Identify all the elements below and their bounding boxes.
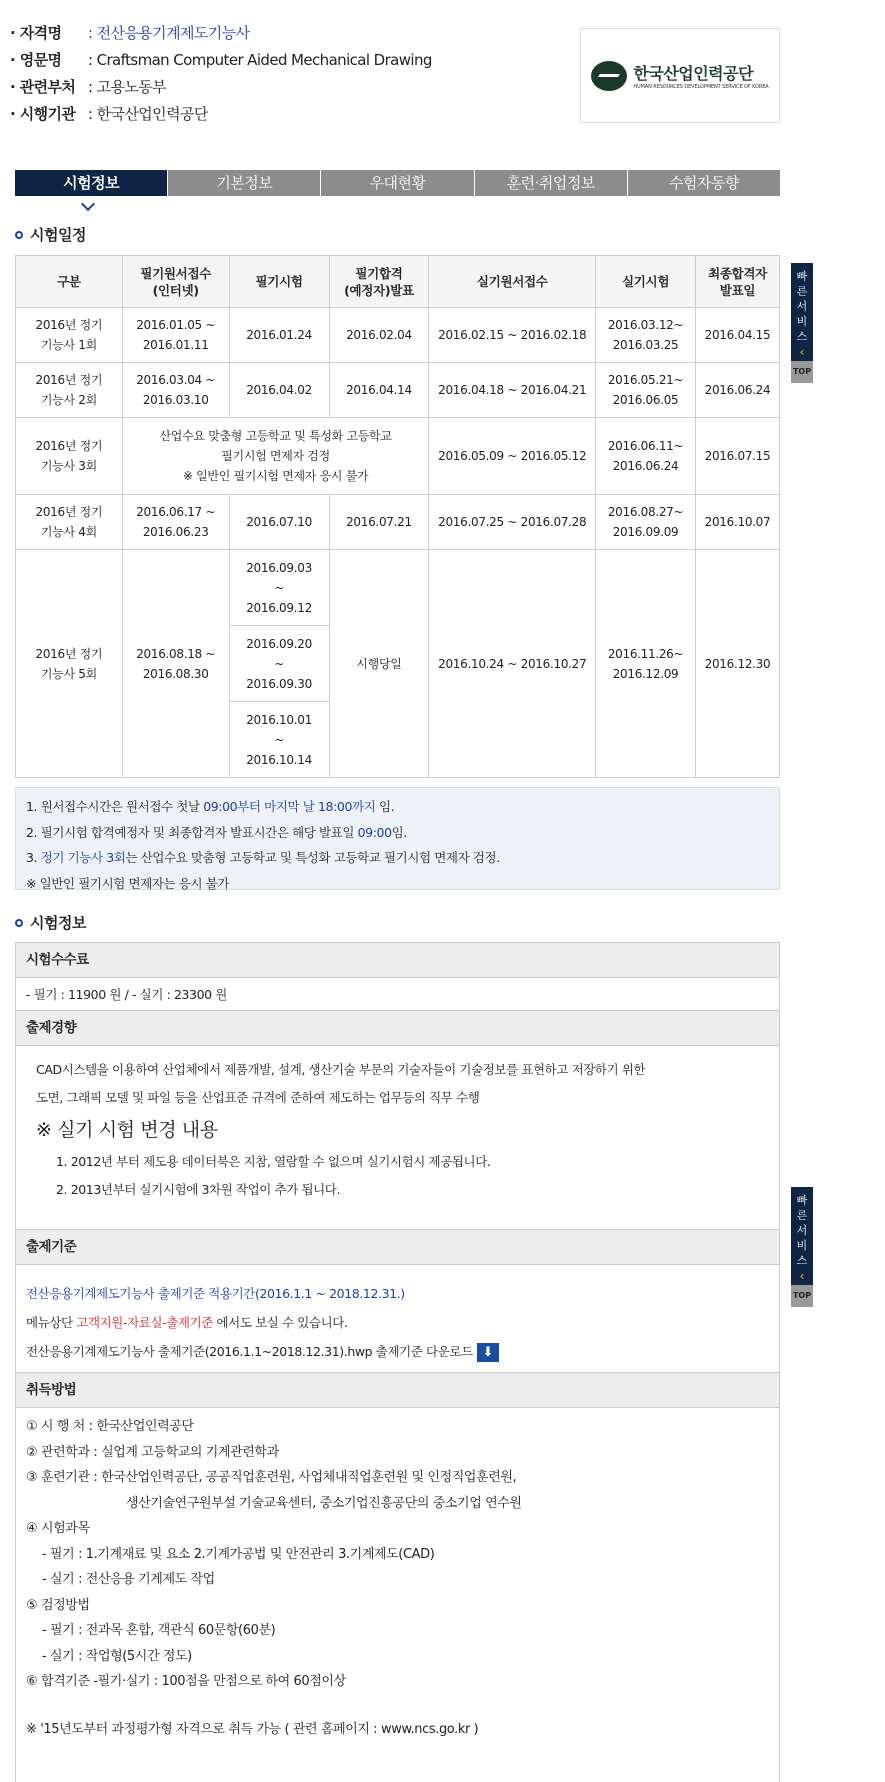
table-cell: 2016.03.12~ 2016.03.25 (596, 308, 696, 363)
note-line (26, 794, 769, 820)
acquisition-item: ④ 시험과목 (26, 1521, 90, 1536)
acquisition-item: 생산기술연구원부설 기술교육센터, 중소기업진흥공단의 중소기업 연수원 (126, 1495, 522, 1511)
note-highlight: 정기 기능사 3회 (40, 850, 126, 865)
agency-logo (580, 28, 780, 123)
tab-bar (15, 170, 780, 196)
acquisition-item: ② 관련학과 : 실업계 고등학교의 기계관련학과 (26, 1444, 279, 1460)
logo-mark-icon (591, 61, 627, 91)
table-row (16, 550, 780, 626)
tab-examinee-trends[interactable]: 수험자동향 (628, 170, 780, 196)
table-cell: 2016년 정기 기능사 3회 (16, 418, 123, 495)
table-header: 실기시험 (596, 256, 696, 308)
note-line: ※ 일반인 필기시험 면제자는 응시 불가 (26, 875, 230, 891)
standard-period-link[interactable]: 전산응용기계제도기능사 출제기준 적용기간(2016.1.1 ~ 2018.12.31.) (26, 1286, 405, 1301)
acquisition-item: - 실기 : 전산응용 기계제도 작업 (42, 1572, 215, 1587)
table-cell: 2016.06.24 (696, 363, 780, 418)
note-highlight: 09:00부터 마지막 날 18:00까지 (203, 799, 376, 814)
table-cell: 2016.12.30 (696, 550, 780, 778)
table-cell: 2016.05.21~ 2016.06.05 (596, 363, 696, 418)
qualification-info (10, 20, 432, 128)
standard-menu-text (26, 1308, 769, 1337)
note-text: 임. (375, 799, 395, 814)
table-cell: 2016.09.03 ~ 2016.09.12 (229, 550, 329, 626)
schedule-table (15, 255, 780, 778)
table-cell: 2016.07.15 (696, 418, 780, 495)
tab-basic-info[interactable]: 기본정보 (168, 170, 321, 196)
info-row-agency (10, 101, 432, 128)
tab-training-employment[interactable]: 훈련·취업정보 (475, 170, 628, 196)
trend-text: CAD시스템을 이용하여 산업체에서 제품개발, 설계, 생산기술 부문의 기술자들이 기술정보를 표현하고 저장하기 위한 (36, 1062, 646, 1077)
note-text: 3. (26, 850, 41, 865)
fee-text: - 필기 : 11900 원 / - 실기 : 23300 원 (16, 978, 779, 1011)
table-row (16, 495, 780, 550)
acquisition-item: ⑤ 검정방법 (26, 1597, 90, 1613)
active-tab-caret-icon (81, 197, 95, 211)
scroll-top-button[interactable]: TOP (791, 361, 813, 383)
table-header: 필기원서접수 (인터넷) (122, 256, 229, 308)
exam-info-box (15, 942, 780, 1782)
table-header: 필기시험 (229, 256, 329, 308)
table-header: 최종합격자 발표일 (696, 256, 780, 308)
table-cell: 시행당일 (329, 550, 429, 778)
trend-body (16, 1046, 779, 1230)
table-cell: 2016.02.15 ~ 2016.02.18 (429, 308, 596, 363)
trend-text: 1. 2012년 부터 제도용 데이터북은 지참, 열람할 수 없으며 실기시험시 제공됩니다. (56, 1154, 491, 1169)
table-cell: 2016.04.14 (329, 363, 429, 418)
trend-text: 도면, 그래픽 모델 및 파일 등을 산업표준 규격에 준하여 제도하는 업무등의 직무 수행 (36, 1090, 480, 1105)
table-cell: 2016.10.07 (696, 495, 780, 550)
table-header-row (16, 256, 780, 308)
table-row (16, 308, 780, 363)
trend-text: 2. 2013년부터 실기시험에 3차원 작업이 추가 됩니다. (56, 1182, 341, 1197)
info-key: · 관련부처 (10, 78, 76, 96)
section-title-text: 시험정보 (30, 914, 86, 932)
table-header: 필기합격 (예정자)발표 (329, 256, 429, 308)
trend-change-title: ※ 실기 시험 변경 내용 (36, 1119, 218, 1141)
note-text: 임. (391, 824, 407, 840)
table-cell: 2016.02.04 (329, 308, 429, 363)
table-cell: 2016.06.17 ~ 2016.06.23 (122, 495, 229, 550)
info-row-name (10, 20, 432, 47)
standard-body (16, 1265, 779, 1373)
note-text: 는 산업수요 맞춤형 고등학교 및 특성화 고등학교 필기시험 면제자 검정. (125, 850, 500, 865)
section-title-exam-info (15, 912, 86, 933)
table-header: 구분 (16, 256, 123, 308)
bullet-icon (15, 919, 23, 927)
note-text: 1. 원서접수시간은 원서접수 첫날 (26, 799, 204, 814)
table-cell: 2016.03.04 ~ 2016.03.10 (122, 363, 229, 418)
section-title-text: 시험일정 (30, 226, 86, 244)
acquisition-note: ※ '15년도부터 과정평가형 자격으로 취득 가능 ( 관련 홈페이지 : www.ncs.go.kr ) (26, 1721, 479, 1737)
logo-name: 한국산업인력공단 (633, 64, 754, 83)
table-cell: 2016.10.24 ~ 2016.10.27 (429, 550, 596, 778)
quick-arrow-icon[interactable]: ‹ (791, 1267, 813, 1285)
fee-header: 시험수수료 (16, 943, 779, 978)
acquisition-body (16, 1408, 779, 1742)
info-key: · 시행기관 (10, 105, 76, 123)
table-cell: 2016.10.01 ~ 2016.10.14 (229, 702, 329, 778)
table-cell: 2016.07.21 (329, 495, 429, 550)
table-cell: 2016.09.20 ~ 2016.09.30 (229, 626, 329, 702)
download-icon[interactable]: ⬇ (477, 1343, 499, 1362)
info-value: : 한국산업인력공단 (88, 105, 208, 123)
table-cell: 산업수요 맞춤형 고등학교 및 특성화 고등학교 필기시험 면제자 검정 ※ 일반인 필기시험 면제자 응시 불가 (122, 418, 429, 495)
standard-download-row (26, 1337, 769, 1366)
table-cell: 2016.04.15 (696, 308, 780, 363)
table-cell: 2016년 정기 기능사 5회 (16, 550, 123, 778)
table-cell: 2016년 정기 기능사 2회 (16, 363, 123, 418)
table-cell: 2016.04.02 (229, 363, 329, 418)
info-value: : 전산응용기계제도기능사 (88, 24, 250, 42)
logo-subname: HUMAN RESOURCES DEVELOPMENT SERVICE OF KOREA (633, 84, 769, 90)
table-cell: 2016년 정기 기능사 1회 (16, 308, 123, 363)
quick-service-menu (791, 263, 813, 383)
table-cell: 2016.07.10 (229, 495, 329, 550)
info-value: : 고용노동부 (88, 78, 167, 96)
table-cell: 2016.04.18 ~ 2016.04.21 (429, 363, 596, 418)
table-header: 실기원서접수 (429, 256, 596, 308)
table-cell: 2016.05.09 ~ 2016.05.12 (429, 418, 596, 495)
acquisition-item: - 필기 : 1.기계재료 및 요소 2.기계가공법 및 안전관리 3.기계제도(CAD) (42, 1546, 435, 1562)
table-row (16, 418, 780, 495)
info-key: · 영문명 (10, 51, 62, 69)
standard-file-text: 전산응용기계제도기능사 출제기준(2016.1.1~2018.12.31).hwp 출제기준 다운로드 (26, 1344, 473, 1359)
table-cell: 2016.01.05 ~ 2016.01.11 (122, 308, 229, 363)
tab-exam-info[interactable]: 시험정보 (15, 170, 168, 196)
tab-preference[interactable]: 우대현황 (321, 170, 474, 196)
table-cell: 2016.06.11~ 2016.06.24 (596, 418, 696, 495)
standard-menu-link[interactable]: 고객지원-자료실-출제기준 (76, 1315, 213, 1330)
acquisition-item: ⑥ 합격기준 -필기·실기 : 100점을 만점으로 하여 60점이상 (26, 1674, 346, 1689)
standard-header: 출제기준 (16, 1230, 779, 1265)
info-key: · 자격명 (10, 24, 62, 42)
quick-service-menu (791, 1187, 813, 1307)
scroll-top-button[interactable]: TOP (791, 1285, 813, 1307)
schedule-notes (15, 787, 780, 890)
note-line (26, 845, 769, 871)
section-title-schedule (15, 224, 86, 245)
table-row (16, 363, 780, 418)
info-row-english (10, 47, 432, 74)
note-text: 2. 필기시험 합격예정자 및 최종합격자 발표시간은 해당 발표일 (26, 824, 358, 840)
table-cell: 2016.07.25 ~ 2016.07.28 (429, 495, 596, 550)
standard-text: 메뉴상단 (26, 1315, 77, 1330)
table-cell: 2016.11.26~ 2016.12.09 (596, 550, 696, 778)
acquisition-item: - 필기 : 전과목 혼합, 객관식 60문항(60분) (42, 1623, 276, 1638)
table-cell: 2016.08.18 ~ 2016.08.30 (122, 550, 229, 778)
quick-service-button[interactable]: 빠 른 서 비 스 (791, 263, 813, 343)
bullet-icon (15, 231, 23, 239)
info-row-ministry (10, 74, 432, 101)
table-cell: 2016.08.27~ 2016.09.09 (596, 495, 696, 550)
note-line (26, 820, 769, 846)
info-value: : Craftsman Computer Aided Mechanical Drawing (88, 51, 432, 69)
acquisition-header: 취득방법 (16, 1373, 779, 1408)
standard-text: 에서도 보실 수 있습니다. (212, 1315, 348, 1330)
acquisition-item: ① 시 행 처 : 한국산업인력공단 (26, 1419, 194, 1434)
table-cell: 2016년 정기 기능사 4회 (16, 495, 123, 550)
acquisition-item: - 실기 : 작업형(5시간 정도) (42, 1648, 192, 1664)
quick-arrow-icon[interactable]: ‹ (791, 343, 813, 361)
trend-header: 출제경향 (16, 1011, 779, 1046)
acquisition-item: ③ 훈련기관 : 한국산업인력공단, 공공직업훈련원, 사업체내직업훈련원 및 인정직업훈련원, (26, 1470, 517, 1485)
table-cell: 2016.01.24 (229, 308, 329, 363)
note-highlight: 09:00 (357, 824, 392, 840)
quick-service-button[interactable]: 빠 른 서 비 스 (791, 1187, 813, 1267)
